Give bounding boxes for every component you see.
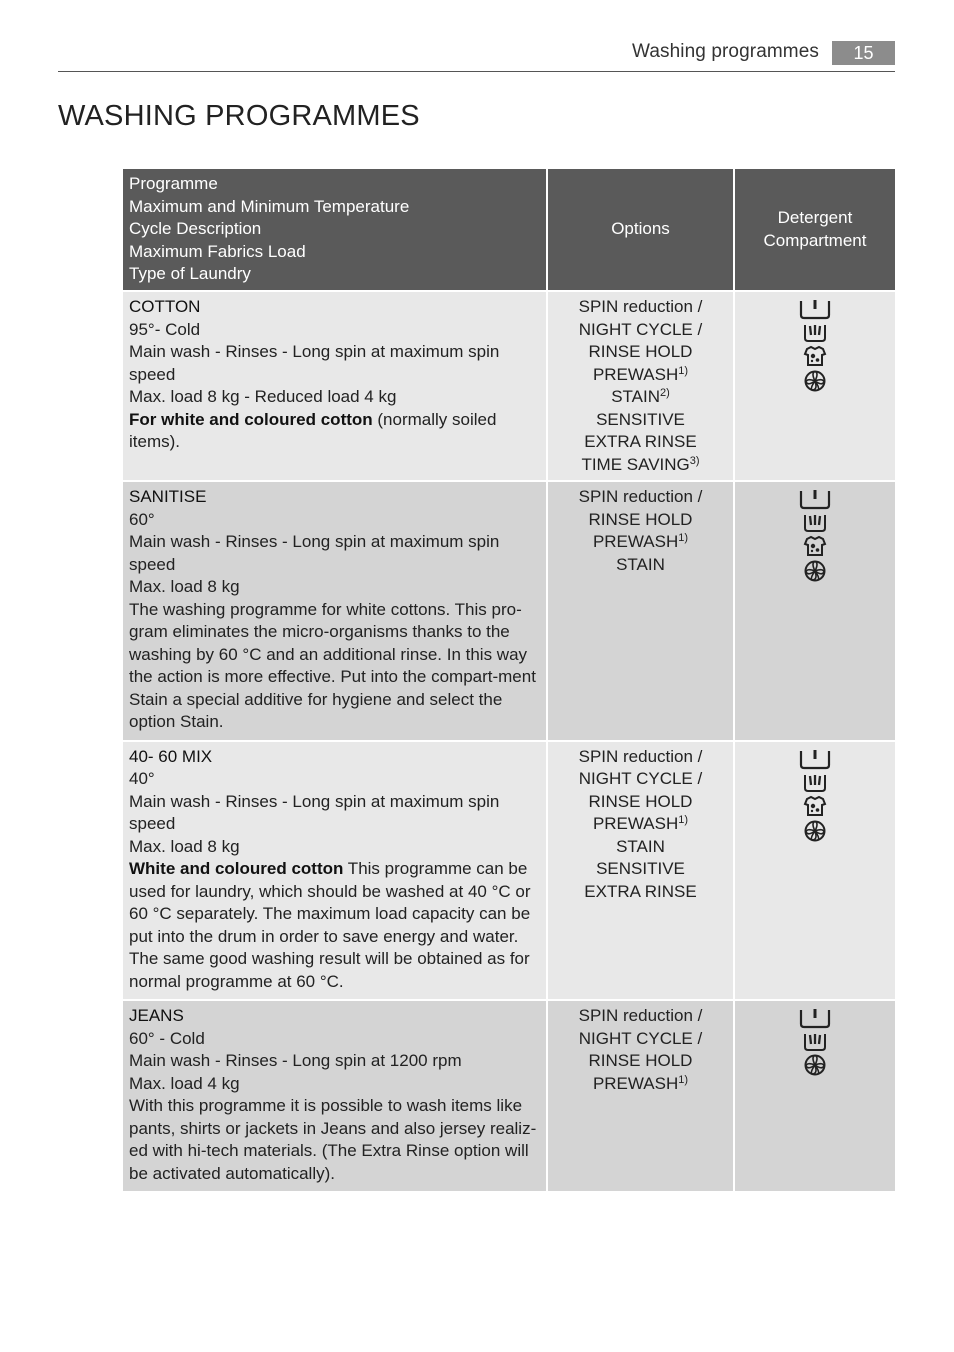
option-footnote-mark: 3) (689, 454, 700, 467)
option-label: PREWASH (592, 814, 679, 833)
option-label: EXTRA RINSE (584, 432, 697, 451)
softener-compartment-icon (801, 819, 829, 843)
prewash-compartment-icon (798, 1007, 832, 1029)
programme-name: 40- 60 MIX (129, 746, 213, 766)
option-item (552, 486, 729, 531)
header-programme-column (122, 168, 547, 291)
detergent-compartment-cell (734, 291, 896, 481)
header-options-column: Options (547, 168, 734, 291)
table-row (122, 1000, 896, 1192)
detergent-compartment-cell (734, 481, 896, 741)
programme-name: JEANS (129, 1006, 184, 1025)
running-header-section-title: Washing programmes (632, 41, 819, 62)
programmes-table (121, 167, 897, 1193)
option-footnote-mark: 1) (678, 814, 689, 826)
option-label: STAIN (616, 554, 665, 574)
option-item (552, 746, 729, 814)
option-item (552, 431, 729, 454)
programme-laundry-type (129, 409, 540, 454)
programme-options-cell (547, 1000, 734, 1192)
programme-cycle: Main wash - Rinses - Long spin at maximum spin speed (129, 532, 500, 574)
option-label: EXTRA RINSE (584, 881, 697, 901)
main-wash-compartment-icon (801, 771, 829, 793)
header-programme-line: Programme (129, 174, 218, 194)
programme-options-cell (547, 291, 734, 481)
programme-temperature: 40° (129, 769, 155, 788)
option-label: SPIN reduction / NIGHT CYCLE / RINSE HOLD (578, 1006, 703, 1070)
running-header (58, 38, 895, 72)
option-item (552, 364, 729, 387)
option-footnote-mark: 1) (678, 532, 689, 544)
laundry-type-text: The washing programme for white cottons. This pro-gram eliminates the micro-organisms thanks to the washing by 60 °C and an additional rinse. In this way the action is more effective. Put into the compart-ment Stain a special additive for hygiene and select the option Stain. (129, 599, 536, 731)
softener-compartment-icon (801, 559, 829, 583)
main-wash-compartment-icon (801, 1030, 829, 1052)
option-label: SPIN reduction / NIGHT CYCLE / RINSE HOLD (578, 746, 703, 811)
option-label: SPIN reduction / NIGHT CYCLE / RINSE HOLD (578, 297, 703, 361)
option-item (552, 386, 729, 409)
option-footnote-mark: 2) (660, 387, 670, 399)
prewash-compartment-icon (798, 748, 832, 770)
option-footnote-mark: 1) (678, 364, 689, 377)
stain-compartment-icon (801, 534, 829, 558)
programme-cycle: Main wash - Rinses - Long spin at maximum spin speed (129, 342, 500, 384)
stain-compartment-icon (801, 344, 829, 368)
softener-compartment-icon (801, 1053, 829, 1077)
option-label: PREWASH (592, 532, 679, 551)
main-wash-compartment-icon (801, 321, 829, 343)
option-item (552, 881, 729, 904)
programme-load: Max. load 4 kg (129, 1073, 240, 1093)
header-detergent-line: Compartment (763, 230, 867, 250)
table-header-row (122, 168, 896, 291)
header-programme-line: Type of Laundry (129, 264, 251, 284)
programme-description-cell (122, 291, 547, 481)
header-programme-line: Cycle Description (129, 219, 262, 239)
option-label: SENSITIVE (596, 859, 685, 878)
option-item (552, 296, 729, 364)
header-programme-line: Maximum Fabrics Load (129, 241, 306, 261)
programme-cycle: Main wash - Rinses - Long spin at 1200 rpm (129, 1051, 462, 1070)
option-item (552, 813, 729, 836)
programme-name: COTTON (129, 297, 201, 316)
programme-options-cell (547, 741, 734, 1001)
prewash-compartment-icon (798, 488, 832, 510)
detergent-compartment-cell (734, 1000, 896, 1192)
laundry-type-text: With this programme it is possible to wash items like pants, shirts or jackets in Jeans and also jersey realiz-ed with hi-tech materials. (The Extra Rinse option will be activated automatically). (129, 1096, 537, 1183)
programme-temperature: 60° - Cold (129, 1028, 205, 1048)
table-row (122, 741, 896, 1001)
programme-laundry-type (129, 599, 540, 734)
option-item (552, 1073, 729, 1096)
option-item (552, 531, 729, 554)
programme-load: Max. load 8 kg (129, 577, 240, 596)
programme-laundry-type (129, 858, 540, 993)
option-label: STAIN (616, 836, 665, 856)
option-item (552, 836, 729, 859)
header-detergent-line: Detergent (777, 208, 853, 227)
programme-description-cell (122, 481, 547, 741)
option-item (552, 454, 729, 477)
programme-options-cell (547, 481, 734, 741)
detergent-compartment-cell (734, 741, 896, 1001)
option-label: PREWASH (592, 364, 679, 384)
option-item (552, 1005, 729, 1073)
table-row (122, 481, 896, 741)
programme-temperature: 60° (129, 509, 155, 529)
option-label: SPIN reduction / RINSE HOLD (578, 487, 703, 529)
option-label: STAIN (611, 387, 661, 406)
programme-laundry-type (129, 1095, 540, 1185)
option-label: TIME SAVING (581, 454, 690, 474)
table-row (122, 291, 896, 481)
programme-load: Max. load 8 kg - Reduced load 4 kg (129, 387, 397, 406)
option-label: SENSITIVE (596, 409, 685, 429)
programme-description-cell (122, 1000, 547, 1192)
header-detergent-column (734, 168, 896, 291)
laundry-type-text: This programme can be used for laundry, which should be washed at 40 °C or 60 °C separately. The maximum load capacity can be put into the drum in order to save energy and water. The same good washing result will be obtained as for normal programme at 60 °C. (129, 859, 531, 991)
header-programme-line: Maximum and Minimum Temperature (129, 196, 410, 216)
laundry-type-text: (normally soiled items). (129, 409, 497, 451)
stain-compartment-icon (801, 794, 829, 818)
programme-name: SANITISE (129, 487, 207, 506)
laundry-type-bold: White and coloured cotton (129, 859, 344, 878)
page-number: 15 (832, 41, 895, 65)
programme-cycle: Main wash - Rinses - Long spin at maximum spin speed (129, 791, 500, 833)
programme-description-cell (122, 741, 547, 1001)
prewash-compartment-icon (798, 298, 832, 320)
option-item (552, 858, 729, 881)
option-item (552, 554, 729, 577)
option-item (552, 409, 729, 432)
laundry-type-bold: For white and coloured cotton (129, 409, 373, 429)
softener-compartment-icon (801, 369, 829, 393)
main-wash-compartment-icon (801, 511, 829, 533)
programme-temperature: 95°- Cold (129, 319, 201, 339)
page-title: WASHING PROGRAMMES (58, 100, 420, 132)
option-label: PREWASH (592, 1073, 679, 1093)
programme-load: Max. load 8 kg (129, 836, 240, 856)
option-footnote-mark: 1) (678, 1073, 689, 1086)
